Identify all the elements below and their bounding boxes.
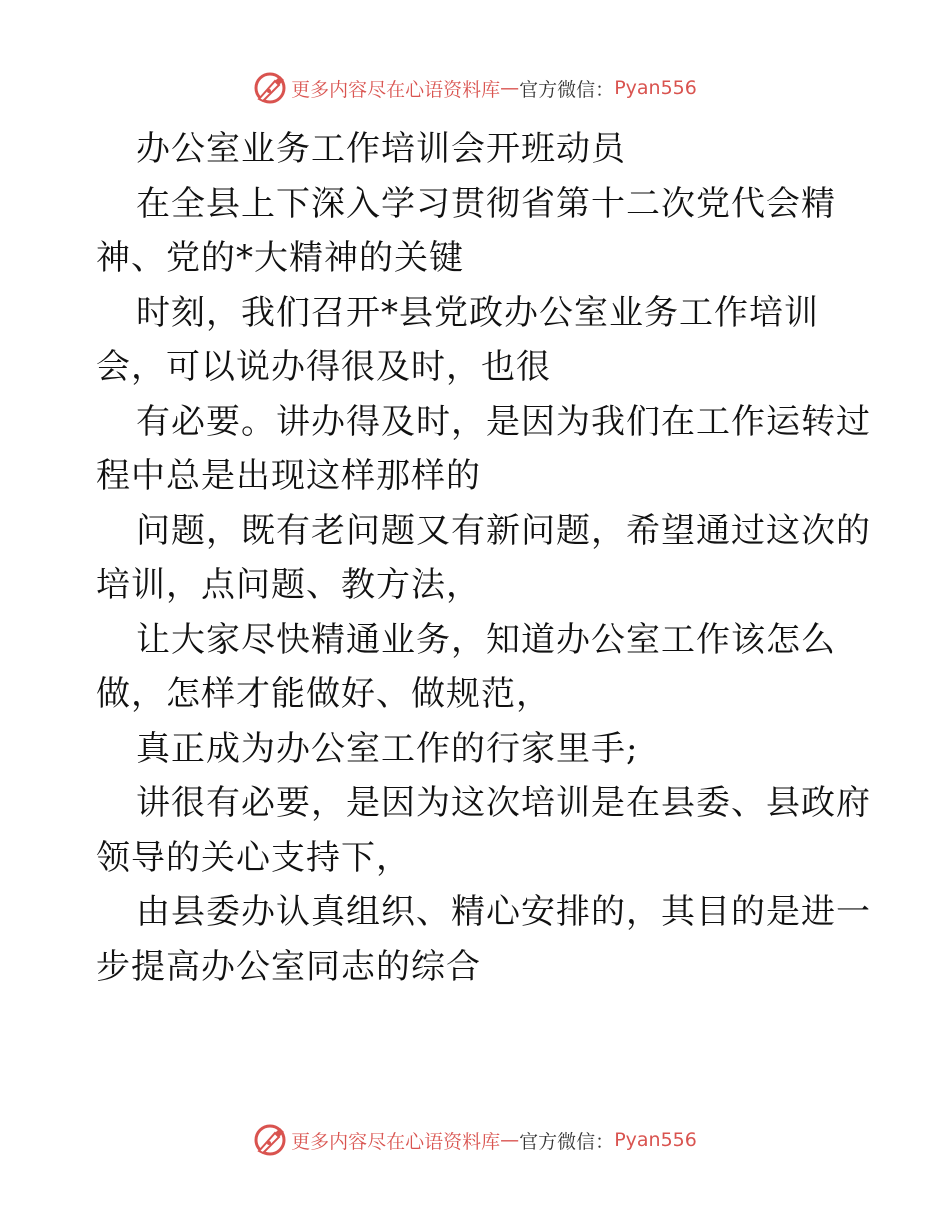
watermark-wechat-id: Pyan556 xyxy=(614,1129,697,1151)
text-line: 培训，点问题、教方法， xyxy=(96,565,481,605)
text-line: 步提高办公室同志的综合 xyxy=(96,946,481,987)
text-line: 做，怎样才能做好、做规范， xyxy=(96,674,551,714)
text-line: 时刻，我们召开*县党政办公室业务工作培训 xyxy=(136,292,819,333)
watermark-brand: 更多内容尽在心语资料库 xyxy=(291,1130,501,1153)
text-line: 真正成为办公室工作的行家里手; xyxy=(136,728,639,769)
text-line: 有必要。讲办得及时，是因为我们在工作运转过 xyxy=(136,401,871,442)
text-line: 会，可以说办得很及时，也很 xyxy=(96,347,551,387)
document-title: 办公室业务工作培训会开班动员 xyxy=(136,129,626,169)
text-line: 讲很有必要，是因为这次培训是在县委、县政府 xyxy=(136,783,871,823)
footer-watermark xyxy=(0,1120,950,1160)
text-line: 让大家尽快精通业务，知道办公室工作该怎么 xyxy=(136,619,836,660)
watermark-dash: — xyxy=(500,77,520,99)
watermark-brand: 更多内容尽在心语资料库 xyxy=(291,78,501,101)
watermark-dash: — xyxy=(500,1129,520,1151)
document-body xyxy=(96,122,871,994)
pen-nib-circle-icon xyxy=(253,1123,287,1157)
watermark-official-label: 官方微信： xyxy=(519,1130,615,1153)
text-line: 神、党的*大精神的关键 xyxy=(96,238,464,278)
text-line: 在全县上下深入学习贯彻省第十二次党代会精 xyxy=(136,183,836,224)
header-watermark xyxy=(0,68,950,108)
watermark-official-label: 官方微信： xyxy=(519,78,615,101)
text-line: 问题，既有老问题又有新问题，希望通过这次的 xyxy=(136,510,871,551)
text-line: 程中总是出现这样那样的 xyxy=(96,456,481,496)
watermark-wechat-id: Pyan556 xyxy=(614,77,697,99)
text-line: 由县委办认真组织、精心安排的，其目的是进一 xyxy=(136,892,871,932)
text-line: 领导的关心支持下， xyxy=(96,837,411,878)
pen-nib-circle-icon xyxy=(253,71,287,105)
